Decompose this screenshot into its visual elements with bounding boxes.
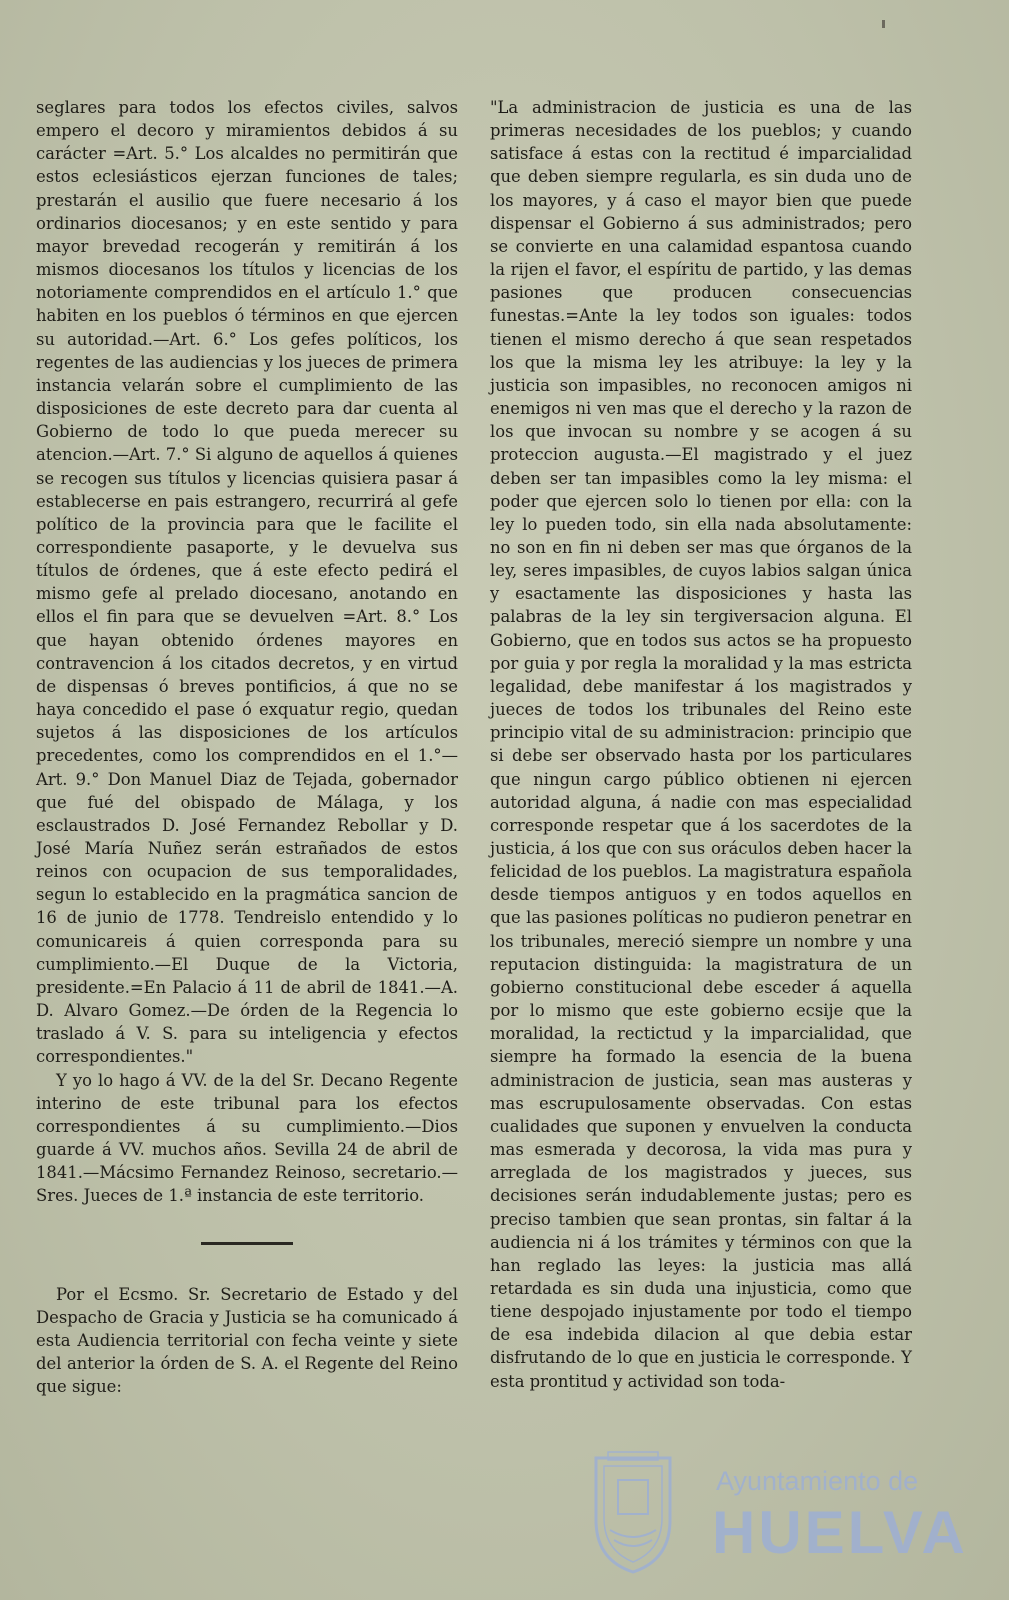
right-column (490, 96, 912, 1393)
left-column (36, 96, 458, 1398)
watermark-line-2: HUELVA (712, 1499, 968, 1566)
left-paragraph-3: Por el Ecsmo. Sr. Secretario de Estado y del Despacho de Gracia y Justicia se ha comunicado á esta Audiencia territorial con fecha veinte y siete del anterior la órden de S. A. el Regente del Reino que sigue: (36, 1284, 458, 1397)
coat-of-arms-icon (588, 1450, 678, 1576)
left-paragraph-1: seglares para todos los efectos civiles, salvos empero el decoro y miramientos debidos á su carácter =Art. 5.° Los alcaldes no permitirán que estos eclesiásticos ejerzan funciones de tales; prestarán el ausilio que fuere necesario á los ordinarios diocesanos; y en este sentido y para mayor brevedad recogerán y remitirán á los mismos diocesanos los títulos y licencias de los notoriamente comprendidos en el artículo 1.° que habiten en los pueblos ó términos en que ejercen su autoridad.—Art. 6.° Los gefes políticos, los regentes de las audiencias y los jueces de primera instancia velarán sobre el cumplimiento de las disposiciones de este decreto para dar cuenta al Gobierno de todo lo que pueda merecer su atencion.—Art. 7.° Si alguno de aquellos á quienes se recogen sus títulos y licencias quisiera pasar á establecerse en pais estrangero, recurrirá al gefe político de la provincia para que le facilite el correspondiente pasaporte, y le devuelva sus títulos de órdenes, que á este efecto pedirá el mismo gefe al prelado diocesano, anotando en ellos el fin para que se devuelven =Art. 8.° Los que hayan obtenido órdenes mayores en contravencion á los citados decretos, y en virtud de dispensas ó breves pontificios, á que no se haya concedido el pase ó exquatur regio, quedan sujetos á las disposiciones de los artículos precedentes, como los comprendidos en el 1.°—Art. 9.° Don Manuel Diaz de Tejada, gobernador que fué del obispado de Málaga, y los esclaustrados D. José Fernandez Rebollar y D. José María Nuñez serán estrañados de estos reinos con ocupacion de sus temporalidades, segun lo establecido en la pragmática sancion de 16 de junio de 1778. Tendreislo entendido y lo comunicareis á quien corresponda para su cumplimiento.—El Duque de la Victoria, presidente.=En Palacio á 11 de abril de 1841.—A. D. Alvaro Gomez.—De órden de la Regencia lo traslado á V. S. para su inteligencia y efectos correspondientes." (36, 98, 458, 1067)
right-paragraph-1: "La administracion de justicia es una de las primeras necesidades de los pueblos; y cuando satisface á estas con la rectitud é imparcialidad que deben siempre regularla, es sin duda uno de los mayores, y á caso el mayor bien que puede dispensar el Gobierno á sus administrados; pero se convierte en una calamidad espantosa cuando la rijen el favor, el espíritu de partido, y las demas pasiones que producen consecuencias funestas.=Ante la ley todos son iguales: todos tienen el mismo derecho á que sean respetados los que la misma ley les atribuye: la ley y la justicia son impasibles, no reconocen amigos ni enemigos ni ven mas que el derecho y la razon de los que invocan su nombre y se acogen á su proteccion augusta.—El magistrado y el juez deben ser tan impasibles como la ley misma: el poder que ejercen solo lo tienen por ella: con la ley lo pueden todo, sin ella nada absolutamente: no son en fin ni deben ser mas que órganos de la ley, seres impasibles, de cuyos labios salgan única y esactamente las disposiciones y hasta las palabras de la ley sin tergiversacion alguna. El Gobierno, que en todos sus actos se ha propuesto por guia y por regla la moralidad y la mas estricta legalidad, debe manifestar á los magistrados y jueces de todos los tribunales del Reino este principio vital de su administracion: principio que si debe ser observado hasta por los particulares que ningun cargo público obtienen ni ejercen autoridad alguna, á nadie con mas especialidad corresponde respetar que á los sacerdotes de la justicia, á los que con sus oráculos deben hacer la felicidad de los pueblos. La magistratura española desde tiempos antiguos y en todos aquellos en que las pasiones políticas no pudieron penetrar en los tribunales, mereció siempre un nombre y una reputacion distinguida: la magistratura de un gobierno constitucional debe esceder á aquella por lo mismo que este gobierno ecsije que la moralidad, la rectictud y la imparcialidad, que siempre ha formado la esencia de la buena administracion de justicia, sean mas austeras y mas escrupulosamente observadas. Con estas cualidades que suponen y envuelven la conducta mas esmerada y decorosa, la vida mas pura y arreglada de los magistrados y jueces, sus decisiones serán indudablemente justas; pero es preciso tambien que sean prontas, sin faltar á la audiencia ni á los trámites y términos con que la han reglado las leyes: la justicia mas allá retardada es sin duda una injusticia, como que tiene despojado injustamente por todo el tiempo de esa indebida dilacion al que debia estar disfrutando de lo que en justicia le corresponde. Y esta prontitud y actividad son toda- (490, 98, 912, 1391)
section-divider (201, 1242, 293, 1245)
left-paragraph-2: Y yo lo hago á VV. de la del Sr. Decano Regente interino de este tribunal para los efectos correspondientes á su cumplimiento.—Dios guarde á VV. muchos años. Sevilla 24 de abril de 1841.—Mácsimo Fernandez Reinoso, secretario.—Sres. Jueces de 1.ª instancia de este territorio. (36, 1070, 458, 1206)
watermark-line-1: Ayuntamiento de (716, 1466, 919, 1496)
ayuntamiento-watermark (588, 1448, 968, 1588)
ink-mark (882, 20, 885, 28)
